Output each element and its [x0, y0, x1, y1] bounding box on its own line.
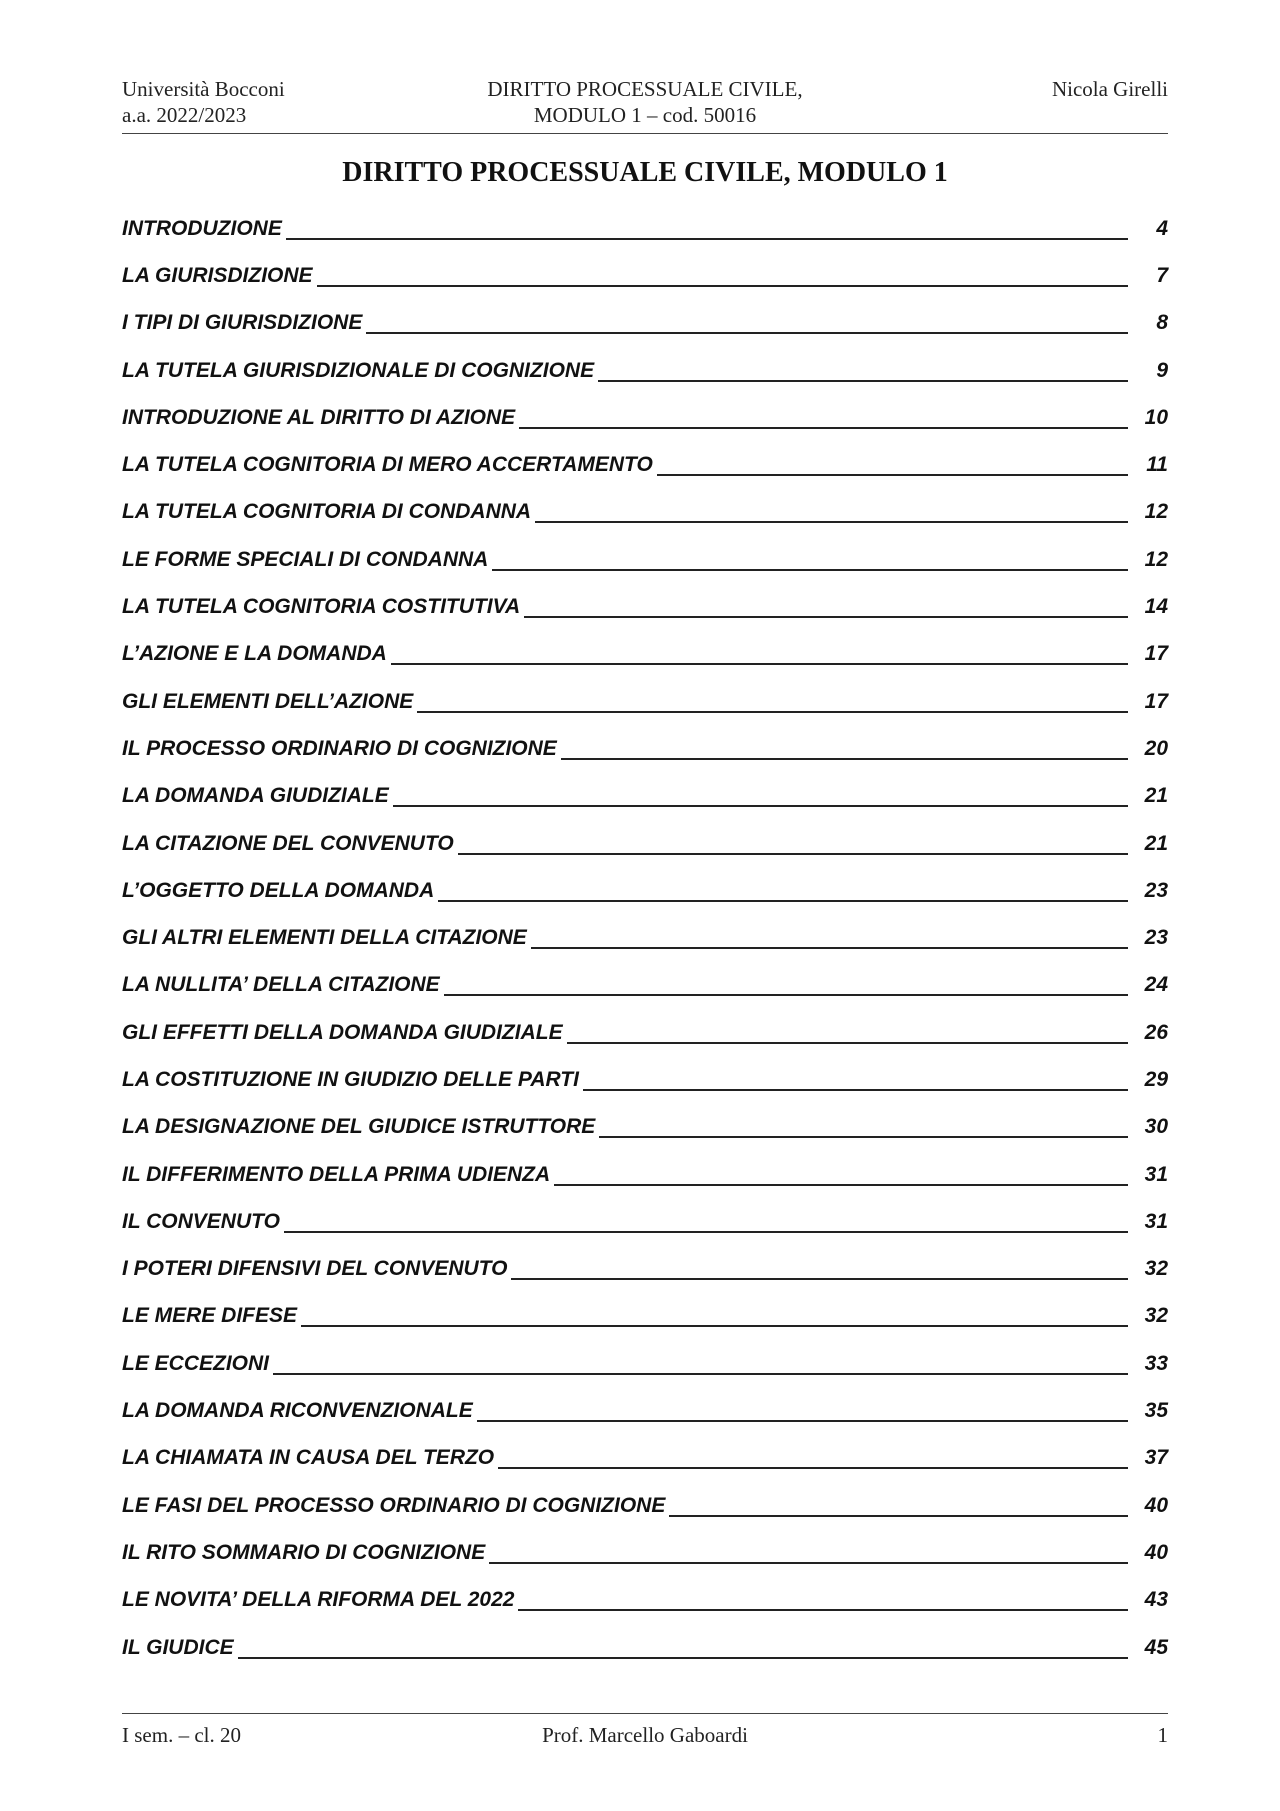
toc-entry-page: 20	[1144, 736, 1168, 760]
header-course-code: MODULO 1 – cod. 50016	[533, 103, 757, 127]
toc-entry-page: 4	[1156, 216, 1168, 240]
toc-leader-line	[511, 1278, 1128, 1280]
toc-leader-line	[286, 238, 1128, 240]
toc-leader-line	[317, 285, 1128, 287]
toc-entry[interactable]	[122, 725, 1168, 772]
toc-entry[interactable]	[122, 1293, 1168, 1340]
toc-entry[interactable]	[122, 631, 1168, 678]
toc-entry-title: LA COSTITUZIONE IN GIUDIZIO DELLE PARTI	[122, 1067, 579, 1091]
toc-entry[interactable]	[122, 347, 1168, 394]
toc-entry[interactable]	[122, 867, 1168, 914]
toc-entry-page: 7	[1156, 263, 1168, 287]
toc-entry-title: GLI ALTRI ELEMENTI DELLA CITAZIONE	[122, 926, 527, 950]
page-header	[122, 76, 1168, 132]
toc-entry-page: 12	[1144, 500, 1168, 524]
toc-leader-line	[518, 1609, 1128, 1611]
document-title: DIRITTO PROCESSUALE CIVILE, MODULO 1	[342, 157, 948, 188]
toc-entry[interactable]	[122, 1340, 1168, 1387]
toc-entry[interactable]	[122, 252, 1168, 299]
toc-entry[interactable]	[122, 583, 1168, 630]
toc-entry-page: 11	[1146, 453, 1168, 477]
toc-entry-title: IL PROCESSO ORDINARIO DI COGNIZIONE	[122, 736, 557, 760]
toc-entry-page: 30	[1144, 1115, 1168, 1139]
toc-entry[interactable]	[122, 1104, 1168, 1151]
toc-entry-page: 45	[1144, 1635, 1168, 1659]
toc-entry-page: 23	[1144, 926, 1168, 950]
toc-entry[interactable]	[122, 820, 1168, 867]
toc-entry-title: IL RITO SOMMARIO DI COGNIZIONE	[122, 1540, 486, 1564]
page-footer	[122, 1722, 1168, 1752]
toc-entry-title: I TIPI DI GIURISDIZIONE	[122, 311, 363, 335]
toc-entry-title: L’OGGETTO DELLA DOMANDA	[122, 878, 435, 902]
toc-entry[interactable]	[122, 1387, 1168, 1434]
toc-entry-title: INTRODUZIONE AL DIRITTO DI AZIONE	[122, 405, 516, 429]
toc-entry-title: IL DIFFERIMENTO DELLA PRIMA UDIENZA	[122, 1162, 551, 1186]
toc-entry-title: LA CITAZIONE DEL CONVENUTO	[122, 831, 454, 855]
toc-entry-page: 32	[1144, 1304, 1168, 1328]
toc-leader-line	[531, 947, 1128, 949]
toc-leader-line	[438, 900, 1128, 902]
toc-entry-page: 17	[1144, 642, 1168, 666]
toc-leader-line	[273, 1373, 1128, 1375]
toc-entry-title: INTRODUZIONE	[122, 216, 282, 240]
toc-entry[interactable]	[122, 1435, 1168, 1482]
toc-entry[interactable]	[122, 441, 1168, 488]
toc-entry-title: LE NOVITA’ DELLA RIFORMA DEL 2022	[122, 1588, 515, 1612]
toc-leader-line	[444, 994, 1128, 996]
toc-entry-title: LA NULLITA’ DELLA CITAZIONE	[122, 973, 440, 997]
toc-entry-title: IL CONVENUTO	[122, 1209, 280, 1233]
header-center	[122, 76, 1168, 128]
toc-leader-line	[301, 1325, 1128, 1327]
toc-leader-line	[561, 758, 1128, 760]
toc-entry-page: 21	[1144, 831, 1168, 855]
toc-entry-title: L’AZIONE E LA DOMANDA	[122, 642, 387, 666]
toc-entry-title: LA TUTELA GIURISDIZIONALE DI COGNIZIONE	[122, 358, 595, 382]
toc-leader-line	[567, 1042, 1128, 1044]
toc-entry-title: GLI ELEMENTI DELL’AZIONE	[122, 689, 414, 713]
toc-entry-page: 43	[1144, 1588, 1168, 1612]
header-author: Nicola Girelli	[1051, 77, 1168, 101]
toc-entry-title: LA DOMANDA RICONVENZIONALE	[122, 1399, 473, 1423]
page-number: 1	[1157, 1723, 1168, 1747]
toc-entry-page: 32	[1144, 1257, 1168, 1281]
toc-entry-page: 29	[1144, 1067, 1168, 1091]
toc-entry-title: LA CHIAMATA IN CAUSA DEL TERZO	[122, 1446, 495, 1470]
toc-entry-title: LE MERE DIFESE	[122, 1304, 298, 1328]
toc-leader-line	[583, 1089, 1128, 1091]
toc-entry-page: 9	[1156, 358, 1168, 382]
footer-semester: I sem. – cl. 20	[122, 1723, 241, 1747]
toc-entry-title: LA TUTELA COGNITORIA DI MERO ACCERTAMENTO	[122, 453, 653, 477]
toc-entry[interactable]	[122, 914, 1168, 961]
toc-leader-line	[599, 1136, 1128, 1138]
toc-entry-page: 21	[1144, 784, 1168, 808]
toc-entry[interactable]	[122, 962, 1168, 1009]
toc-entry[interactable]	[122, 1529, 1168, 1576]
toc-entry-page: 31	[1144, 1162, 1168, 1186]
toc-entry[interactable]	[122, 394, 1168, 441]
header-academic-year: a.a. 2022/2023	[122, 103, 247, 127]
toc-entry-page: 17	[1144, 689, 1168, 713]
toc-entry-page: 23	[1144, 878, 1168, 902]
toc-entry-page: 40	[1144, 1540, 1168, 1564]
toc-leader-line	[238, 1657, 1128, 1659]
header-course-title: DIRITTO PROCESSUALE CIVILE,	[487, 77, 803, 101]
toc-entry[interactable]	[122, 1151, 1168, 1198]
toc-leader-line	[535, 521, 1128, 523]
footer-professor: Prof. Marcello Gaboardi	[542, 1723, 748, 1747]
toc-entry[interactable]	[122, 1009, 1168, 1056]
toc-entry[interactable]	[122, 489, 1168, 536]
toc-entry-title: LA DOMANDA GIUDIZIALE	[122, 784, 389, 808]
toc-leader-line	[657, 474, 1128, 476]
footer-divider	[122, 1713, 1168, 1714]
header-divider	[122, 133, 1168, 134]
toc-entry[interactable]	[122, 1624, 1168, 1671]
toc-entry[interactable]	[122, 1246, 1168, 1293]
toc-leader-line	[417, 711, 1128, 713]
toc-entry-title: LA GIURISDIZIONE	[122, 263, 313, 287]
toc-entry-title: LA DESIGNAZIONE DEL GIUDICE ISTRUTTORE	[122, 1115, 596, 1139]
toc-entry[interactable]	[122, 300, 1168, 347]
toc-leader-line	[554, 1184, 1128, 1186]
toc-entry-title: LE FORME SPECIALI DI CONDANNA	[122, 547, 489, 571]
toc-entry-page: 8	[1156, 311, 1168, 335]
toc-leader-line	[477, 1420, 1128, 1422]
toc-leader-line	[391, 663, 1128, 665]
toc-entry-title: GLI EFFETTI DELLA DOMANDA GIUDIZIALE	[122, 1020, 563, 1044]
toc-entry-page: 40	[1144, 1493, 1168, 1517]
toc-leader-line	[598, 380, 1128, 382]
toc-leader-line	[489, 1562, 1128, 1564]
toc-entry-title: I POTERI DIFENSIVI DEL CONVENUTO	[122, 1257, 508, 1281]
toc-entry-title: LE FASI DEL PROCESSO ORDINARIO DI COGNIZIONE	[122, 1493, 666, 1517]
toc-entry[interactable]	[122, 1482, 1168, 1529]
toc-entry-title: LA TUTELA COGNITORIA COSTITUTIVA	[122, 595, 521, 619]
toc-entry-page: 10	[1144, 405, 1168, 429]
toc-entry-page: 31	[1144, 1209, 1168, 1233]
toc-entry-page: 14	[1144, 595, 1168, 619]
header-university: Università Bocconi	[122, 77, 285, 101]
toc-leader-line	[519, 427, 1128, 429]
toc-entry[interactable]	[122, 205, 1168, 252]
toc-leader-line	[393, 805, 1128, 807]
toc-leader-line	[492, 569, 1128, 571]
toc-leader-line	[458, 853, 1128, 855]
toc-entry-page: 12	[1144, 547, 1168, 571]
toc-entry-page: 35	[1144, 1399, 1168, 1423]
toc-entry-page: 26	[1144, 1020, 1168, 1044]
toc-entry[interactable]	[122, 1056, 1168, 1103]
table-of-contents	[122, 205, 1168, 1671]
toc-leader-line	[524, 616, 1128, 618]
toc-entry-page: 37	[1144, 1446, 1168, 1470]
toc-leader-line	[366, 332, 1128, 334]
toc-entry-page: 33	[1144, 1351, 1168, 1375]
toc-entry[interactable]	[122, 1198, 1168, 1245]
toc-leader-line	[284, 1231, 1128, 1233]
toc-entry[interactable]	[122, 1577, 1168, 1624]
toc-leader-line	[498, 1467, 1128, 1469]
toc-entry[interactable]	[122, 678, 1168, 725]
toc-entry-page: 24	[1144, 973, 1168, 997]
toc-entry[interactable]	[122, 536, 1168, 583]
toc-entry[interactable]	[122, 773, 1168, 820]
toc-entry-title: IL GIUDICE	[122, 1635, 234, 1659]
toc-leader-line	[669, 1515, 1128, 1517]
toc-entry-title: LE ECCEZIONI	[122, 1351, 270, 1375]
toc-entry-title: LA TUTELA COGNITORIA DI CONDANNA	[122, 500, 532, 524]
